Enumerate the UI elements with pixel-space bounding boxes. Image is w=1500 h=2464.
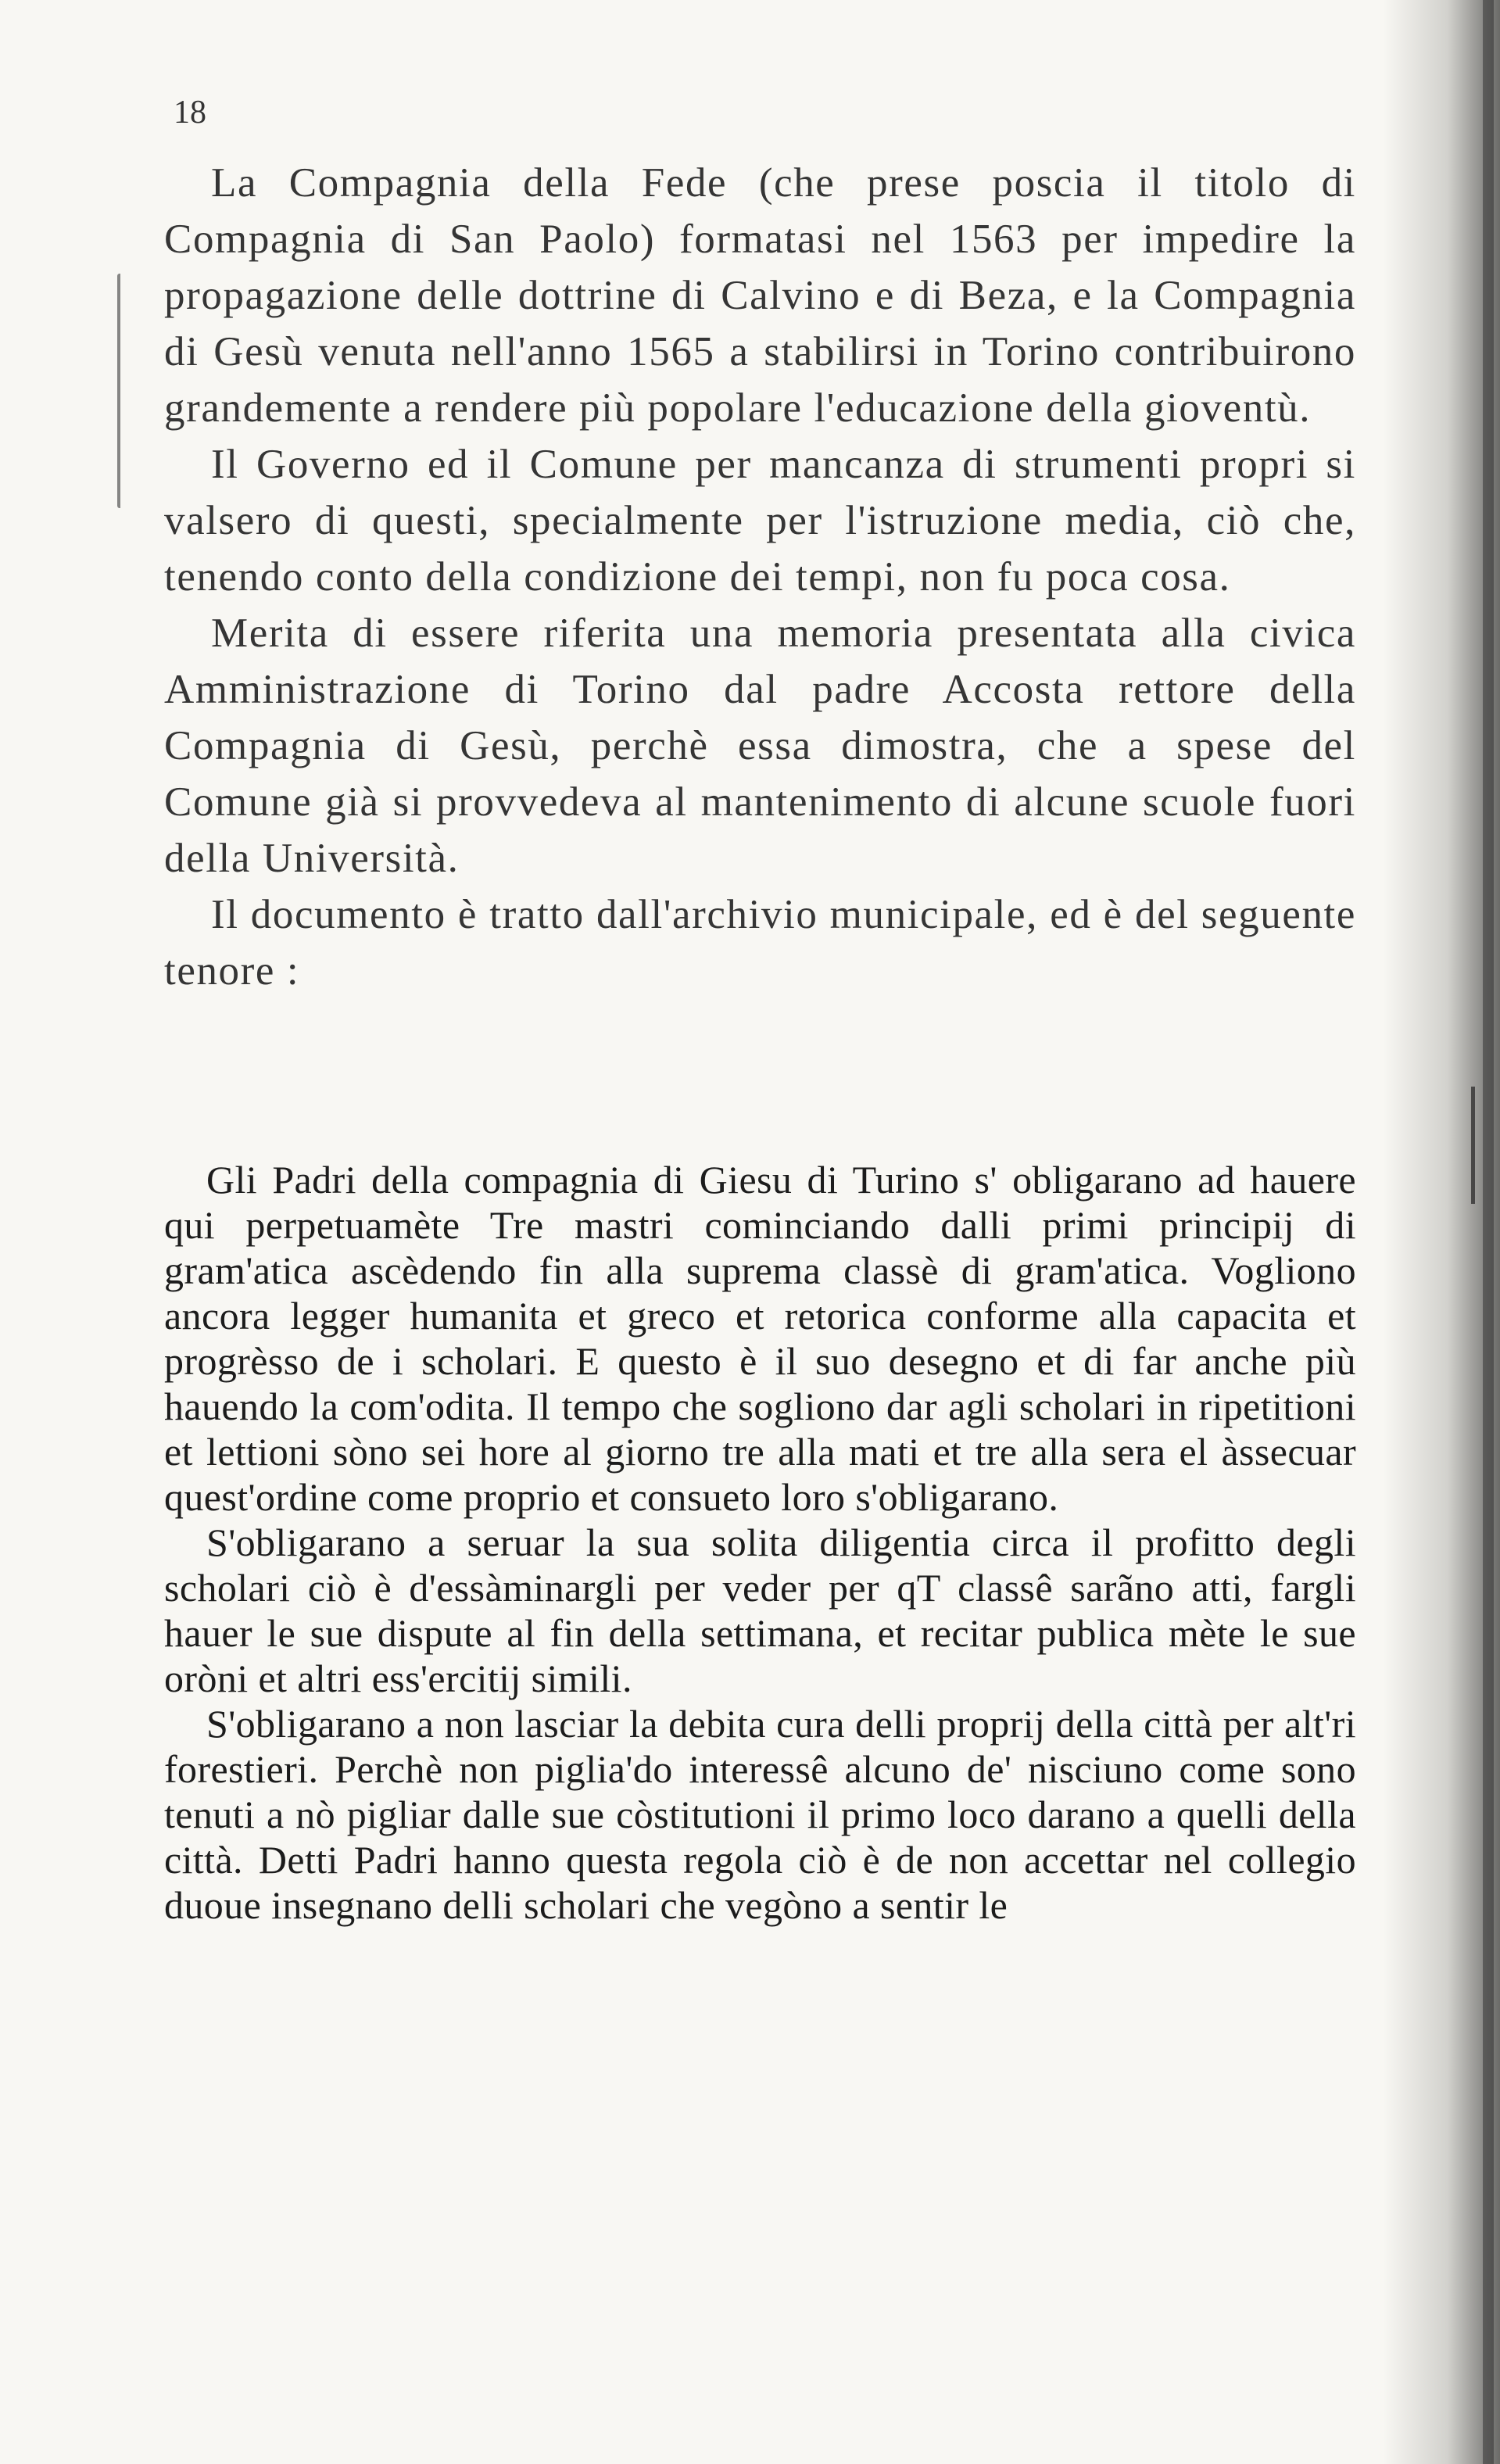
body-text <box>164 155 1356 999</box>
page-edge <box>1483 0 1494 2464</box>
document-paragraph: S'obligarano a seruar la sua solita diligentia circa il profitto degli scholari ciò è d'essàminargli per veder per qT classê sarãno atti, fargli hauer le sue dispute al fin della settimana, et recitar publica mète le sue oròni et altri ess'ercitij simili. <box>164 1520 1356 1700</box>
margin-mark-right <box>1471 1087 1480 1204</box>
paragraph: Il Governo ed il Comune per mancanza di strumenti propri si valsero di questi, specialmente per l'istruzione media, ciò che, tenendo conto della condizione dei tempi, non fu poca cosa. <box>164 442 1356 600</box>
quoted-document <box>164 1157 1356 1928</box>
document-paragraph: Gli Padri della compagnia di Giesu di Turino s' obligarano ad hauere qui perpetuamète Tre mastri cominciando dalli primi principij di gram'atica ascèdendo fin alla suprema classè di gram'atica. Vogliono ancora legger humanita et greco et retorica conforme alla capacita et progrèsso de i scholari. E questo è il suo desegno et di far anche più hauendo la com'odita. Il tempo che sogliono dar agli scholari in ripetitioni et lettioni sòno sei hore al giorno tre alla mati et tre alla sera el àssecuar quest'ordine come proprio et consueto loro s'obligarano. <box>164 1158 1356 1519</box>
page-number: 18 <box>174 95 206 131</box>
document-paragraph: S'obligarano a non lasciar la debita cura delli proprij della città per alt'ri forestieri. Perchè non piglia'do interessê alcuno de' nisciuno come sono tenuti a nò pigliar dalle sue còstitutioni il primo loco darano a quelli della città. Detti Padri hanno questa regola ciò è de non accettar nel collegio duoue insegnano delli scholari che vegòno a sentir le <box>164 1702 1356 1927</box>
margin-mark <box>117 274 125 508</box>
paragraph: La Compagnia della Fede (che prese poscia il titolo di Compagnia di San Paolo) formatasi nel 1563 per impedire la propagazione delle dottrine di Calvino e di Beza, e la Compagnia di Gesù venuta nell'anno 1565 a stabilirsi in Torino contribuirono grandemente a rendere più popolare l'educazione della gioventù. <box>164 160 1356 431</box>
paragraph: Il documento è tratto dall'archivio municipale, ed è del seguente tenore : <box>164 892 1356 994</box>
paragraph: Merita di essere riferita una memoria presentata alla civica Amministrazione di Torino dal padre Accosta rettore della Compagnia di Gesù, perchè essa dimostra, che a spese del Comune già si provvedeva al mantenimento di alcune scuole fuori della Università. <box>164 611 1356 881</box>
